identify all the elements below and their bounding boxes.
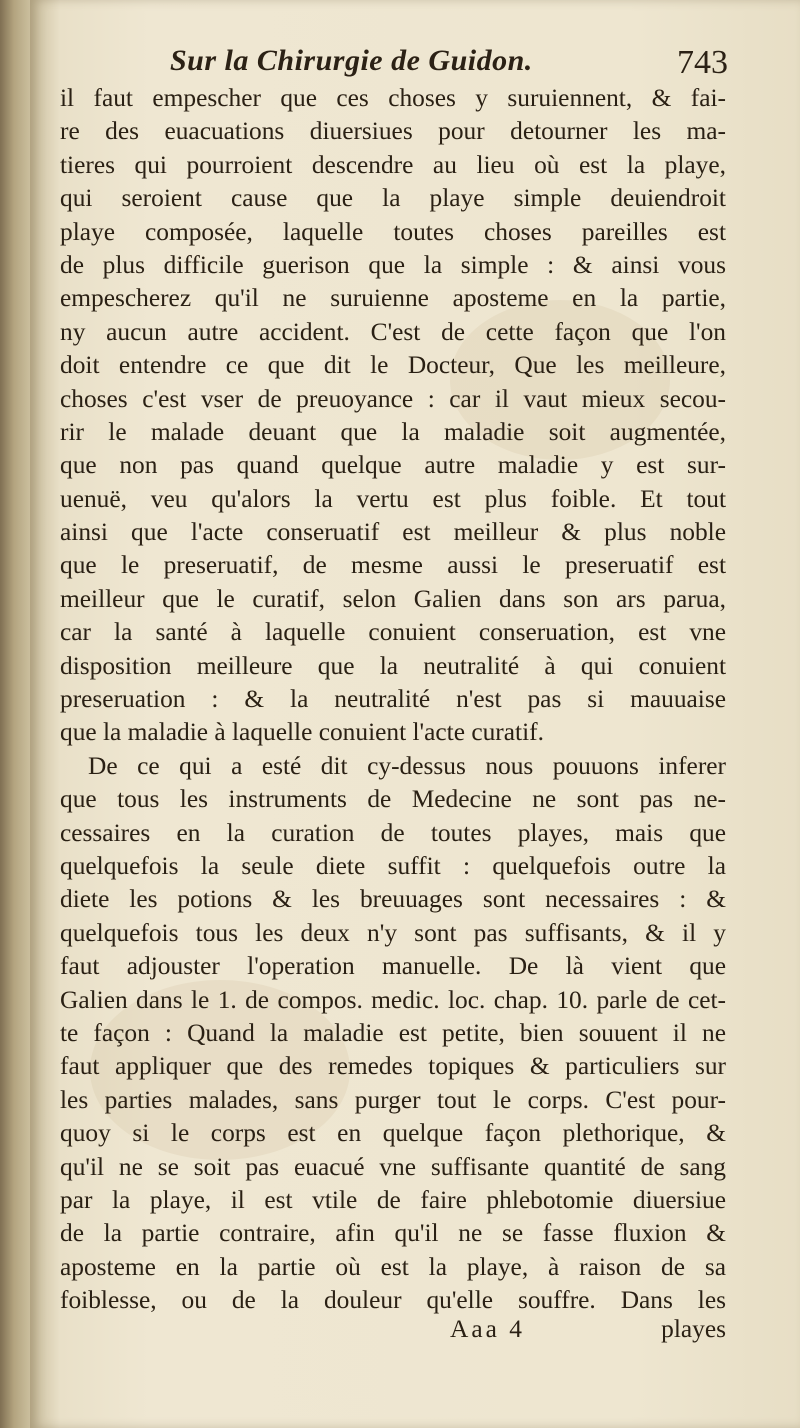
catchword: playes <box>661 1315 726 1343</box>
text-line: qu'il ne se soit pas euacué vne suffisante quantité de sang <box>60 1152 726 1181</box>
text-line: Galien dans le 1. de compos. medic. loc. chap. 10. parle de cet- <box>60 985 726 1014</box>
text-line: preseruation : & la neutralité n'est pas si mauuaise <box>60 685 726 714</box>
paragraph-start-line: De ce qui a esté dit cy-dessus nous pouuons inferer <box>88 751 726 780</box>
signature-mark: Aaa 4 <box>450 1315 525 1343</box>
text-line: meilleur que le curatif, selon Galien dans son ars parua, <box>60 584 726 613</box>
text-line: te façon : Quand la maladie est petite, bien souuent il ne <box>60 1018 726 1047</box>
text-line: car la santé à laquelle conuient conseruation, est vne <box>60 618 726 647</box>
text-line: que la maladie à laquelle conuient l'acte curatif. <box>60 718 544 747</box>
text-line: faut appliquer que des remedes topiques & particuliers sur <box>60 1052 726 1081</box>
text-line: quelquefois tous les deux n'y sont pas suffisants, & il y <box>60 918 726 947</box>
text-line: qui seroient cause que la playe simple deuiendroit <box>60 184 726 213</box>
running-title: Sur la Chirurgie de Guidon. <box>170 44 533 77</box>
text-line: diete les potions & les breuuages sont necessaires : & <box>60 885 726 914</box>
page-footer <box>60 1315 726 1349</box>
text-line: faut adjouster l'operation manuelle. De là vient que <box>60 952 726 981</box>
page-number: 743 <box>677 44 728 81</box>
text-line: uenuë, veu qu'alors la vertu est plus foible. Et tout <box>60 484 726 513</box>
page-header <box>160 40 740 84</box>
text-line: foiblesse, ou de la douleur qu'elle souffre. Dans les <box>60 1286 726 1315</box>
text-line: aposteme en la partie où est la playe, à raison de sa <box>60 1252 726 1281</box>
text-line: ny aucun autre accident. C'est de cette façon que l'on <box>60 317 726 346</box>
text-line: tieres qui pourroient descendre au lieu où est la playe, <box>60 150 726 179</box>
text-line: cessaires en la curation de toutes playes, mais que <box>60 818 726 847</box>
body-text <box>60 82 726 1317</box>
text-line: quelquefois la seule diete suffit : quelquefois outre la <box>60 851 726 880</box>
text-line: doit entendre ce que dit le Docteur, Que les meilleure, <box>60 351 726 380</box>
text-line: choses c'est vser de preuoyance : car il vaut mieux secou- <box>60 384 726 413</box>
text-line: les parties malades, sans purger tout le corps. C'est pour- <box>60 1085 726 1114</box>
text-line: il faut empescher que ces choses y suruiennent, & fai- <box>60 84 726 112</box>
text-line: re des euacuations diuersiues pour detourner les ma- <box>60 117 726 146</box>
text-line: que le preseruatif, de mesme aussi le preseruatif est <box>60 551 726 580</box>
text-line: empescherez qu'il ne suruienne aposteme en la partie, <box>60 284 726 313</box>
text-line: rir le malade deuant que la maladie soit augmentée, <box>60 417 726 446</box>
text-line: par la playe, il est vtile de faire phlebotomie diuersiue <box>60 1185 726 1214</box>
text-line: ainsi que l'acte conseruatif est meilleur & plus noble <box>60 518 726 547</box>
text-line: de plus difficile guerison que la simple : & ainsi vous <box>60 250 726 279</box>
book-gutter <box>0 0 30 1428</box>
text-line: disposition meilleure que la neutralité à qui conuient <box>60 651 726 680</box>
text-line: que tous les instruments de Medecine ne sont pas ne- <box>60 785 726 814</box>
text-line: quoy si le corps est en quelque façon plethorique, & <box>60 1119 726 1148</box>
text-line: de la partie contraire, afin qu'il ne se fasse fluxion & <box>60 1219 726 1248</box>
text-line: playe composée, laquelle toutes choses pareilles est <box>60 217 726 246</box>
text-line: que non pas quand quelque autre maladie y est sur- <box>60 451 726 480</box>
